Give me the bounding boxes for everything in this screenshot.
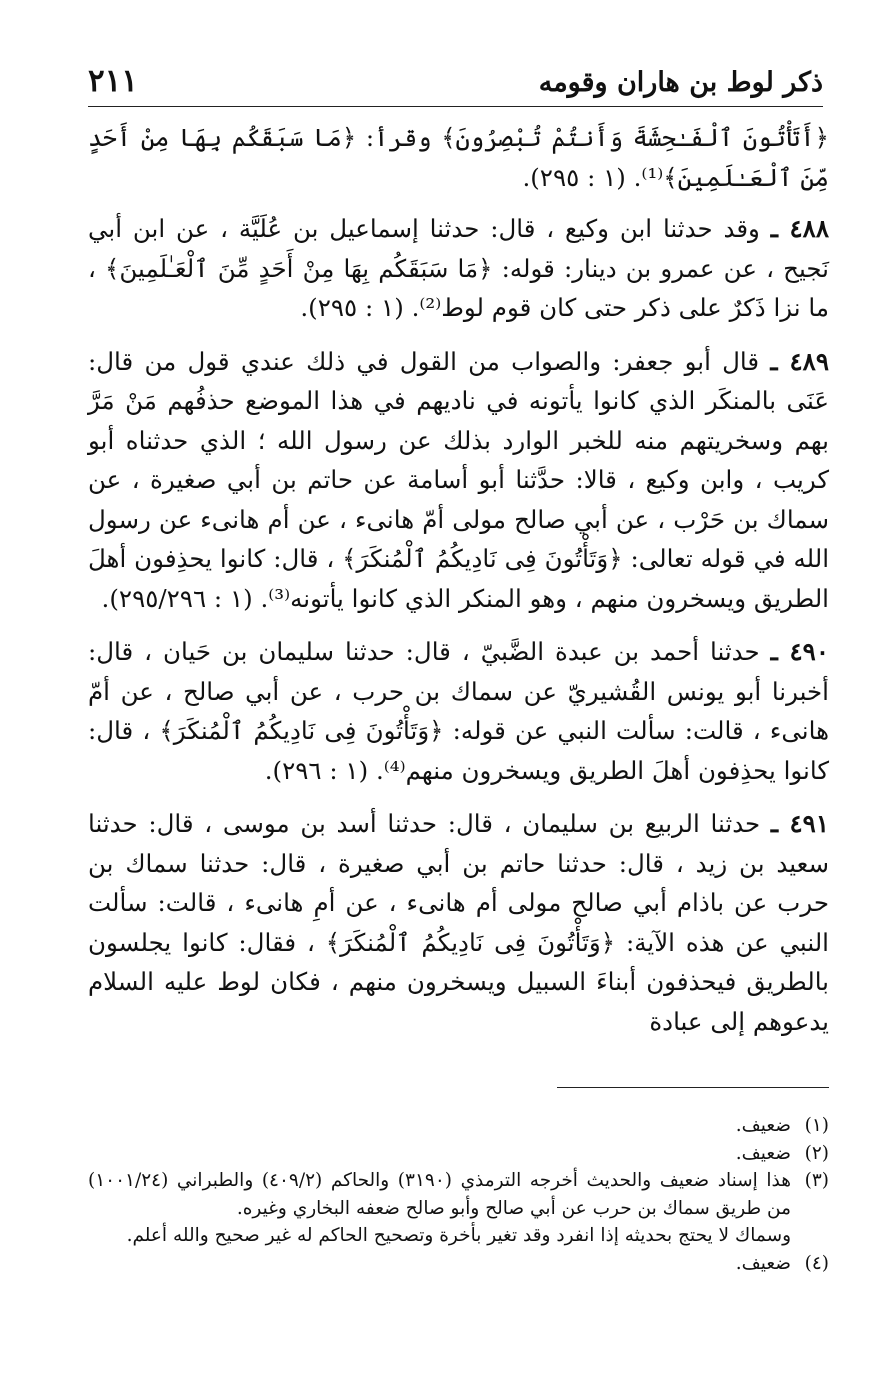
- narration-489: [88, 342, 829, 619]
- footnote-text: ضعيف.: [735, 1252, 791, 1274]
- narration-number: ٤٨٨ ـ: [770, 214, 829, 243]
- running-title: ذكر لوط بن هاران وقومه: [538, 67, 823, 98]
- narration-488: [88, 209, 829, 328]
- narration-text: وقد حدثنا ابن وكيع ، قال: حدثنا إسماعيل بن عُلَيَّة ، عن ابن أبي نَجيح ، عن عمرو بن دينار: قوله: ﴿مَا سَبَقَكُم بِهَا مِنْ أَحَدٍ مِّنَ ٱلْعَـٰلَمِينَ﴾ ، ما نزا ذَكرٌ على ذكر حتى كان قوم لوط⁽²⁾. (١ : ٢٩٥).: [88, 214, 829, 322]
- footnote-1: [88, 1112, 829, 1140]
- narration-text: قال أبو جعفر: والصواب من القول في ذلك عندي قول من قال: عَنَى بالمنكَر الذي كانوا يأتونه في ناديهم في هذا الموضع حذفُهم مَنْ مَرَّ بهم وسخريتهم منه للخبر الوارد بذلك عن رسول الله ؛ الذي حدثناه أبو كريب ، وابن وكيع ، قالا: حدَّثنا أبو أسامة عن حاتم بن أبي صغيرة ، عن سماك بن حَرْب ، عن أبي صالح مولى أمّ هانىء ، عن أم هانىء عن رسول الله في قوله تعالى: ﴿وَتَأْتُونَ فِى نَادِيكُمُ ٱلْمُنكَرَ﴾ ، قال: كانوا يحذِفون أهلَ الطريق ويسخرون منهم ، وهو المنكر الذي كانوا يأتونه⁽³⁾. (١ : ٢٩٥/٢٩٦).: [88, 346, 829, 613]
- narration-490: [88, 632, 829, 790]
- footnote-text: ضعيف.: [735, 1115, 791, 1136]
- main-text: [88, 118, 829, 1055]
- footnote-4: [88, 1250, 829, 1278]
- footnote-3-continuation: وسماك لا يحتج بحديثه إذا انفرد وقد تغير بأخرة وتصحيح الحاكم له غير صحيح والله أعلم.: [126, 1225, 791, 1246]
- narration-number: ٤٩١ ـ: [770, 809, 829, 838]
- footnote-mark: (٣): [804, 1170, 829, 1191]
- footnote-2: [88, 1140, 829, 1168]
- footnote-separator: [557, 1087, 829, 1088]
- footnotes: [88, 1112, 829, 1277]
- footnote-mark: (٢): [804, 1142, 829, 1164]
- narration-491: [88, 804, 829, 1041]
- footnote-3: [88, 1167, 829, 1222]
- narration-number: ٤٩٠ ـ: [770, 637, 829, 666]
- footnote-mark: (٤): [804, 1252, 829, 1274]
- paragraph-text: ﴿أَتَأْتُونَ ٱلْفَـٰحِشَةَ وَأَنتُمْ تُبْصِرُونَ﴾ وقرأ: ﴿مَا سَبَقَكُم بِهَا مِنْ أَحَدٍ مِّنَ ٱلْعَـٰلَمِينَ﴾⁽¹⁾. (١ : ٢٩٥).: [88, 123, 829, 192]
- footnote-text: ضعيف.: [735, 1142, 791, 1164]
- paragraph-continuation: [88, 118, 829, 197]
- narration-number: ٤٨٩ ـ: [770, 346, 829, 376]
- page-header: [88, 58, 823, 107]
- page-number: ٢١١: [88, 63, 138, 99]
- footnote-text: هذا إسناد ضعيف والحديث أخرجه الترمذي (٣١٩٠) والحاكم (٤٠٩/٢) والطبراني (١٠٠١/٢٤) من طريق سماك بن حرب عن أبي صالح وأبو صالح ضعفه البخاري وغيره.: [88, 1170, 791, 1219]
- narration-text: حدثنا الربيع بن سليمان ، قال: حدثنا أسد بن موسى ، قال: حدثنا سعيد بن زيد ، قال: حدثنا حاتم بن أبي صغيرة ، قال: حدثنا سماك بن حرب عن باذام أبي صالح مولى أم هانىء ، عن أمِ هانىء ، قالت: سألت النبي عن هذه الآية: ﴿وَتَأْتُونَ فِى نَادِيكُمُ ٱلْمُنكَرَ﴾ ، فقال: كانوا يجلسون بالطريق فيحذفون أبناءَ السبيل ويسخرون منهم ، فكان لوط عليه السلام يدعوهم إلى عبادة: [88, 809, 829, 1036]
- footnote-mark: (١): [804, 1115, 829, 1136]
- narration-text: حدثنا أحمد بن عبدة الضَّبيّ ، قال: حدثنا سليمان بن حَيان ، قال: أخبرنا أبو يونس القُشيريّ عن سماك بن حرب ، عن أبي صالح ، عن أمّ هانىء ، قالت: سألت النبي عن قوله: ﴿وَتَأْتُونَ فِى نَادِيكُمُ ٱلْمُنكَرَ﴾ ، قال: كانوا يحذِفون أهلَ الطريق ويسخرون منهم⁽⁴⁾. (١ : ٢٩٦).: [88, 637, 829, 785]
